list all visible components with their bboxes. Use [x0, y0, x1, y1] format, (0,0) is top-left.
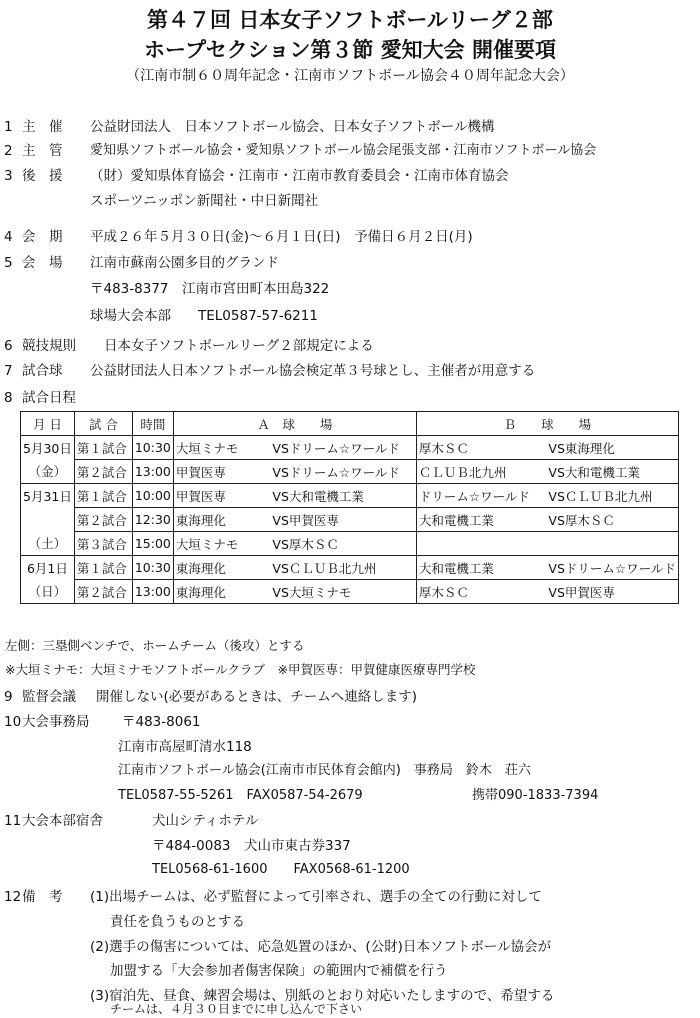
office-org: 江南市ソフトボール協会(江南市市民体育会館内) 事務局 鈴木 荘六	[118, 763, 531, 778]
venue-address: 〒483-8377 江南市宮田町本田島322	[90, 281, 330, 297]
header-field-a: Ａ 球 場	[173, 412, 416, 436]
schedule-table	[20, 411, 679, 604]
hotel-phone: TEL0568-61-1600 FAX0568-61-1200	[152, 862, 410, 877]
venue-phone: 球場大会本部 TEL0587-57-6211	[90, 308, 318, 324]
office-address: 江南市高屋町清水118	[118, 739, 252, 755]
table-row: 5月31日 第１試合 10:00 甲賀医専 VS大和電機工業 ドリーム☆ワールド VSＣＬＵＢ北九州	[21, 484, 679, 508]
table-row: （日） 第２試合 13:00 東海理化 VS大垣ミナモ 厚木ＳＣ VS甲賀医専	[21, 580, 679, 604]
remark-2: (2)選手の傷害については、応急処置のほか、(公財)日本ソフトボール協会が	[90, 939, 552, 955]
office-phone: TEL0587-55-5261 FAX0587-54-2679	[118, 788, 363, 803]
remark-3-cont: チームは、４月３０日までに申し込んで下さい	[110, 1002, 363, 1016]
header-date: 月 日	[21, 412, 75, 436]
header-field-b: Ｂ 球 場	[416, 412, 678, 436]
document-page: 第４７回 日本女子ソフトボールリーグ２部 ホープセクション第３節 愛知大会 開催要項 （江南市制６０周年記念・江南市ソフトボール協会４０周年記念大会） 1 主 催 公益財団法人 日本ソフトボール協会、日本女子ソフトボール機構 2 主 管 愛知県ソフトボール協会・愛知県ソフトボール協会尾張支部・江南市ソフトボール協会 3 後 援 （財）愛知県体育協会・江南市・江南市教育委員会・江南市体育協会 スポーツニッポン新聞社・中日新聞社 4 会 期 平成２６年５月３０日(金)～６月１日(日) 予備日６月２日(月) 5 会 場 江南市蘇南公園多目的グランド 〒483-8377 江南市宮田町本田島322 球場大会本部 TEL0587-57-6211 6 競技規則 日本女子ソフトボールリーグ２部規定による 7 試合球 公益財団法人日本ソフトボール協会検定革３号球とし、主催者が用意する 8 試合日程 月 日 試 合 時間 Ａ 球 場 Ｂ 球 場 5月30日 第１試合 10:30 大垣ミナモ VSドリーム☆ワールド 厚木ＳＣ VS東海理化 （金） 第２試合 13:00 甲賀医専 VSドリーム☆ワールド ＣＬＵＢ北九州 VS大和電機工業 5月31日 第１試合 10:00 甲賀医専 VS大和電機工業 ドリーム☆ワールド VSＣＬＵＢ北九州 第２試合 12:30 東海理化 VS甲賀医専 大和電機工業 VS厚木ＳＣ （土） 第３試合 15:00 大垣ミナモ VS厚木ＳＣ 6月1日 第１試合 10:30 東海理化 VSＣＬＵＢ北九州 大和電機工業 VSドリーム☆ワールド （日） 第２試合 13:00 東海理化 VS大垣ミナモ 厚木ＳＣ VS甲賀医専 左側：三塁側ベンチで、ホームチーム（後攻）とする ※大垣ミナモ：大垣ミナモソフトボールクラブ ※甲賀医専：甲賀健康医療専門学校 9 監督会議 開催しない(必要があるときは、チームへ連絡します) 10 大会事務局 〒483-8061 江南市高屋町清水118 江南市ソフトボール協会(江南市市民体育会館内) 事務局 鈴木 荘六 TEL0587-55-5261 FAX0587-54-2679 携帯090-1833-7394 11 大会本部宿舎 犬山シティホテル 〒484-0083 犬山市東古券337 TEL0568-61-1600 FAX0568-61-1200 12 備 考 (1)出場チームは、必ず監督によって引率され、選手の全ての行動に対して 責任を負うものとする (2)選手の傷害については、応急処置のほか、(公財)日本ソフトボール協会が 加盟する「大会参加者傷害保険」の範囲内で補償を行う (3)宿泊先、昼食、練習会場は、別紙のとおり対応いたしますので、希望する チームは、４月３０日までに申し込んで下さい	[0, 0, 700, 1015]
remark-1-cont: 責任を負うものとする	[110, 914, 245, 930]
hotel-address: 〒484-0083 犬山市東古券337	[152, 838, 351, 854]
table-row: 6月1日 第１試合 10:30 東海理化 VSＣＬＵＢ北九州 大和電機工業 VSドリーム☆ワールド	[21, 556, 679, 580]
table-row: （土） 第３試合 15:00 大垣ミナモ VS厚木ＳＣ	[21, 532, 679, 556]
doc-title-line2: ホープセクション第３節 愛知大会 開催要項	[144, 38, 556, 62]
doc-title-line1: 第４７回 日本女子ソフトボールリーグ２部	[147, 8, 553, 32]
remark-3: (3)宿泊先、昼食、練習会場は、別紙のとおり対応いたしますので、希望する	[90, 988, 555, 1004]
office-mobile: 携帯090-1833-7394	[472, 788, 599, 803]
table-row: 5月30日 第１試合 10:30 大垣ミナモ VSドリーム☆ワールド 厚木ＳＣ VS東海理化	[21, 436, 679, 460]
schedule-header-row	[21, 412, 679, 436]
note-bench: 左側：三塁側ベンチで、ホームチーム（後攻）とする	[5, 638, 305, 653]
remark-2-cont: 加盟する「大会参加者傷害保険」の範囲内で補償を行う	[110, 963, 448, 979]
doc-title-line3: （江南市制６０周年記念・江南市ソフトボール協会４０周年記念大会）	[126, 68, 574, 84]
header-game: 試 合	[74, 412, 132, 436]
note-abbreviations: ※大垣ミナモ：大垣ミナモソフトボールクラブ ※甲賀医専：甲賀健康医療専門学校	[5, 662, 476, 677]
table-row: （金） 第２試合 13:00 甲賀医専 VSドリーム☆ワールド ＣＬＵＢ北九州 VS大和電機工業	[21, 460, 679, 484]
table-row: 第２試合 12:30 東海理化 VS甲賀医専 大和電機工業 VS厚木ＳＣ	[21, 508, 679, 532]
section-support-line2: スポーツニッポン新聞社・中日新聞社	[90, 193, 319, 209]
header-time: 時間	[132, 412, 173, 436]
